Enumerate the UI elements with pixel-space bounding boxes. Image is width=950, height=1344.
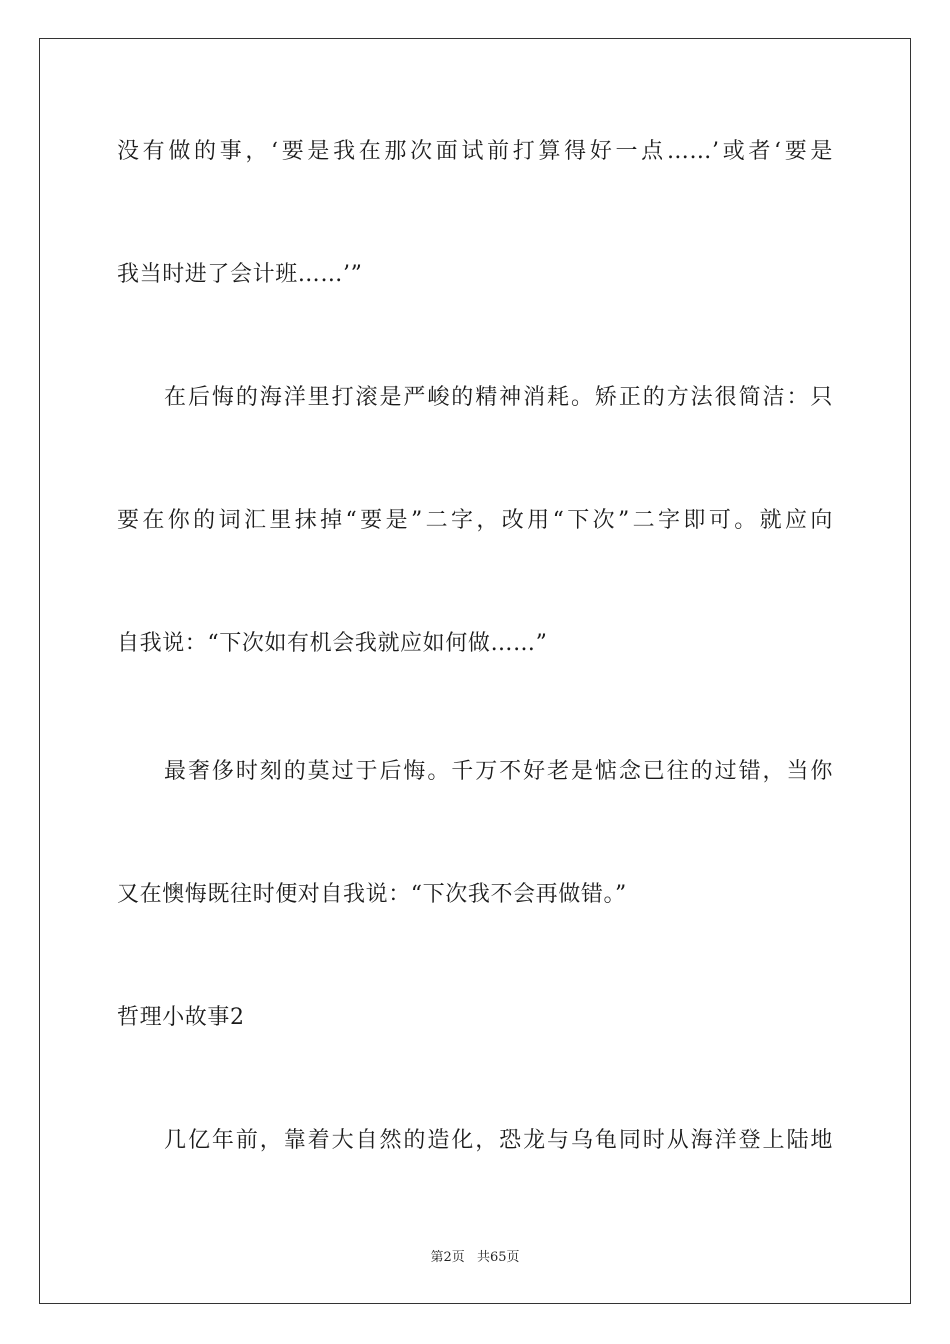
paragraph-line: 在后悔的海洋里打滚是严峻的精神消耗。矫正的方法很简洁：只 <box>164 385 833 410</box>
paragraph-line: 自我说：“下次如有机会我就应如何做……” <box>117 631 548 656</box>
page-border <box>39 38 911 1304</box>
paragraph-line: 要在你的词汇里抹掉“要是”二字，改用“下次”二字即可。就应向 <box>117 508 833 533</box>
page-total: 共65页 <box>476 1250 520 1265</box>
paragraph-line: 又在懊悔既往时便对自我说：“下次我不会再做错。” <box>117 882 627 907</box>
page-footer <box>0 1246 950 1265</box>
paragraph-line: 最奢侈时刻的莫过于后悔。千万不好老是惦念已往的过错，当你 <box>164 759 833 784</box>
paragraph-line: 没有做的事，‘要是我在那次面试前打算得好一点……’或者‘要是 <box>117 139 833 164</box>
paragraph-line: 几亿年前，靠着大自然的造化，恐龙与乌龟同时从海洋登上陆地 <box>164 1128 833 1153</box>
page-number: 第2页 <box>430 1250 465 1265</box>
paragraph-line: 我当时进了会计班……’” <box>117 262 363 287</box>
section-heading: 哲理小故事2 <box>117 1005 245 1030</box>
